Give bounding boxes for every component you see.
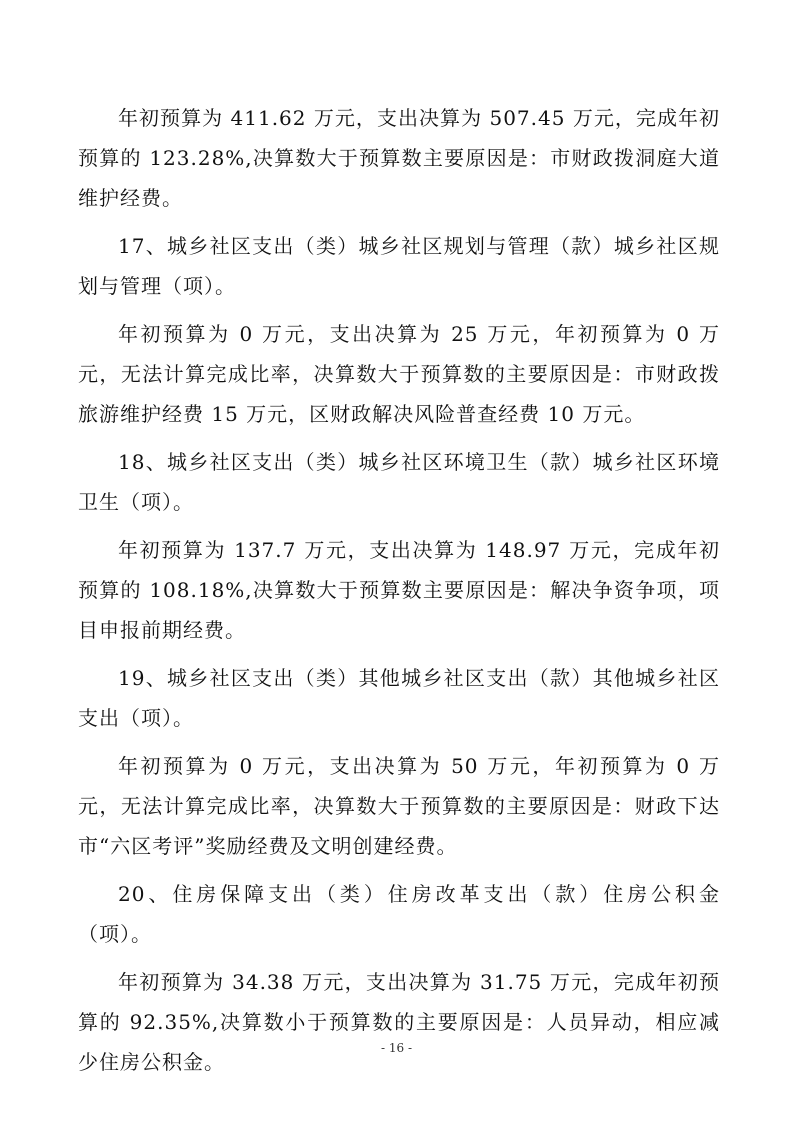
heading-item-19: 19、城乡社区支出（类）其他城乡社区支出（款）其他城乡社区支出（项）。 [78,666,720,730]
page-number: - 16 - [380,1041,412,1055]
paragraph-budget-housing-fund: 年初预算为 34.38 万元，支出决算为 31.75 万元，完成年初预算的 92.35%,决算数小于预算数的主要原因是：人员异动，相应减少住房公积金。 [78,970,720,1074]
paragraph-budget-planning-management: 年初预算为 0 万元，支出决算为 25 万元，年初预算为 0 万元，无法计算完成比率，决算数大于预算数的主要原因是：市财政拨旅游维护经费 15 万元，区财政解决风险普查经费 10 万元。 [78,322,720,426]
paragraph-budget-dongting-avenue: 年初预算为 411.62 万元，支出决算为 507.45 万元，完成年初预算的 123.28%,决算数大于预算数主要原因是：市财政拨洞庭大道维护经费。 [78,106,720,210]
heading-item-20: 20、住房保障支出（类）住房改革支出（款）住房公积金（项）。 [78,882,720,946]
heading-item-18: 18、城乡社区支出（类）城乡社区环境卫生（款）城乡社区环境卫生（项）。 [78,450,720,514]
heading-item-17: 17、城乡社区支出（类）城乡社区规划与管理（款）城乡社区规划与管理（项）。 [78,234,720,298]
paragraph-budget-other-community: 年初预算为 0 万元，支出决算为 50 万元，年初预算为 0 万元，无法计算完成比率，决算数大于预算数的主要原因是：财政下达市“六区考评”奖励经费及文明创建经费。 [78,754,720,858]
document-body [78,98,720,1090]
paragraph-budget-environment-sanitation: 年初预算为 137.7 万元，支出决算为 148.97 万元，完成年初预算的 108.18%,决算数大于预算数主要原因是：解决争资争项，项目申报前期经费。 [78,538,720,642]
